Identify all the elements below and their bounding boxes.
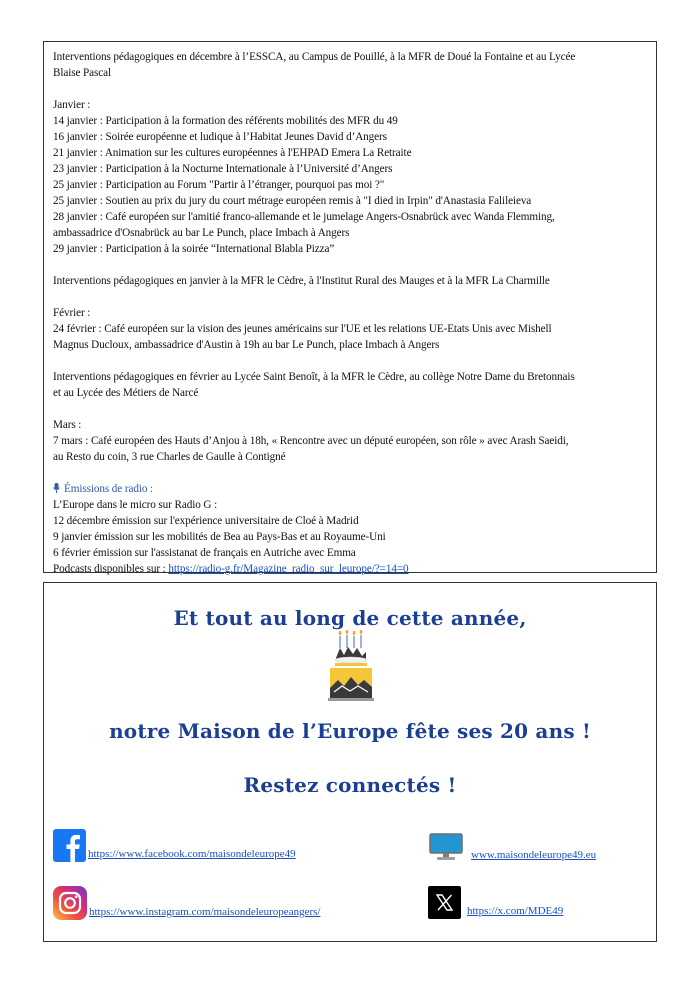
podcasts-link[interactable]: https://radio-g.fr/Magazine_radio_sur_leurope/?=14=0 (168, 563, 409, 575)
fevrier-interventions: et au Lycée des Métiers de Narcé (53, 387, 199, 399)
stay-connected-heading: Restez connectés ! (243, 773, 457, 797)
anniversary-message: notre Maison de l’Europe fête ses 20 ans ! (109, 719, 591, 743)
agenda-item: 28 janvier : Café européen sur l'amitié franco-allemande et le jumelage Angers-Osnabrück avec Wanda Flemming, (53, 211, 555, 223)
anniversary-box (43, 582, 657, 942)
x-link-row (428, 886, 563, 919)
microphone-icon (53, 483, 60, 493)
anniversary-heading: Et tout au long de cette année, (173, 606, 527, 630)
podcasts-line (53, 561, 647, 577)
radio-line: 12 décembre émission sur l'expérience universitaire de Cloé à Madrid (53, 515, 359, 527)
x-logo-icon[interactable] (428, 886, 461, 919)
agenda-item: 16 janvier : Soirée européenne et ludique à l’Habitat Jeunes David d’Angers (53, 131, 387, 143)
agenda-item: 25 janvier : Participation au Forum "Partir à l’étranger, pourquoi pas moi ?" (53, 179, 385, 191)
website-link[interactable]: www.maisondeleurope49.eu (471, 849, 597, 861)
agenda-item: ambassadrice d'Osnabrück au bar Le Punch, place Imbach à Angers (53, 227, 350, 239)
radio-line: 6 février émission sur l'assistanat de français en Autriche avec Emma (53, 547, 356, 559)
radio-heading (53, 481, 647, 497)
janvier-interventions: Interventions pédagogiques en janvier à la MFR le Cèdre, à l'Institut Rural des Mauges et à la MFR La Charmille (53, 275, 550, 287)
agenda-item: 7 mars : Café européen des Hauts d’Anjou à 18h, « Rencontre avec un député européen, son rôle » avec Arash Saeidi, (53, 435, 569, 447)
instagram-link[interactable]: https://www.instagram.com/maisondeleuropeangers/ (89, 906, 321, 918)
facebook-link[interactable]: https://www.facebook.com/maisondeleurope49 (88, 848, 296, 860)
agenda-item: 29 janvier : Participation à la soirée “International Blabla Pizza” (53, 243, 335, 255)
x-link[interactable]: https://x.com/MDE49 (467, 905, 564, 917)
facebook-link-row (53, 829, 296, 862)
podcasts-label: Podcasts disponibles sur : (53, 563, 169, 575)
fevrier-interventions: Interventions pédagogiques en février au Lycée Saint Benoît, à la MFR le Cèdre, au collège Notre Dame du Bretonnais (53, 371, 575, 383)
agenda-item: 14 janvier : Participation à la formation des référents mobilités des MFR du 49 (53, 115, 398, 127)
instagram-link-row (53, 886, 320, 920)
agenda-box (43, 41, 657, 573)
agenda-item: Magnus Ducloux, ambassadrice d'Austin à 19h au bar Le Punch, place Imbach à Angers (53, 339, 440, 351)
instagram-icon[interactable] (53, 886, 87, 920)
website-link-row (429, 833, 596, 863)
radio-line: L’Europe dans le micro sur Radio G : (53, 499, 218, 511)
agenda-item: 21 janvier : Animation sur les cultures européennes à l'EHPAD Emera La Retraite (53, 147, 412, 159)
mars-heading: Mars : (53, 419, 82, 431)
radio-heading-text: Émissions de radio : (64, 483, 154, 495)
intro-line: Interventions pédagogiques en décembre à l’ESSCA, au Campus de Pouillé, à la MFR de Doué la Fontaine et au Lycée (53, 51, 576, 63)
janvier-heading: Janvier : (53, 99, 91, 111)
agenda-item: 23 janvier : Participation à la Nocturne Internationale à l’Université d’Angers (53, 163, 393, 175)
radio-line: 9 janvier émission sur les mobilités de Bea au Pays-Bas et au Royaume-Uni (53, 531, 386, 543)
birthday-cake-icon (326, 630, 376, 704)
agenda-item: 24 février : Café européen sur la vision des jeunes américains sur l'UE et les relations UE-Etats Unis avec Mishell (53, 323, 552, 335)
agenda-item: au Resto du coin, 3 rue Charles de Gaulle à Contigné (53, 451, 286, 463)
facebook-icon[interactable] (53, 829, 86, 862)
intro-line: Blaise Pascal (53, 67, 112, 79)
agenda-item: 25 janvier : Soutien au prix du jury du court métrage européen remis à "I died in Irpin" d'Anastasia Falileieva (53, 195, 532, 207)
computer-icon[interactable] (429, 833, 463, 863)
fevrier-heading: Février : (53, 307, 91, 319)
